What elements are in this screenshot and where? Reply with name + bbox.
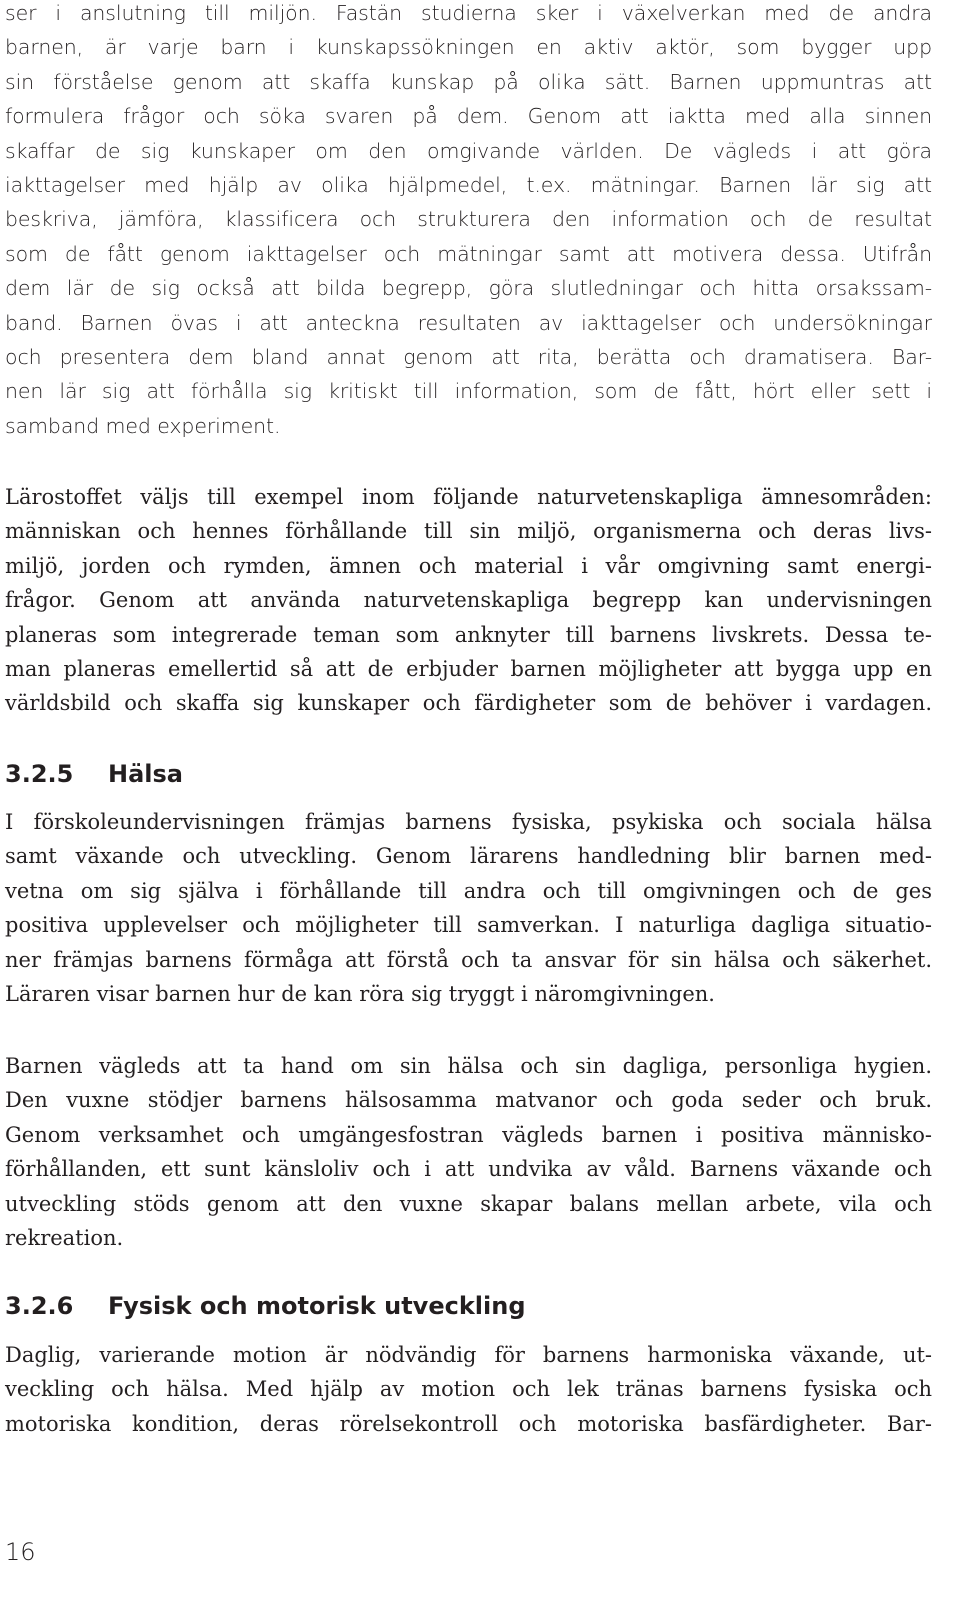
text-line: iakttagelser med hjälp av olika hjälpmedel, t.ex. mätningar. Barnen lär sig att bbox=[5, 173, 932, 198]
text-line: man planeras emellertid så att de erbjuder barnen möjligheter att bygga upp en bbox=[5, 657, 932, 682]
text-line: sin förståelse genom att skaffa kunskap på olika sätt. Barnen uppmuntras att bbox=[5, 69, 932, 94]
text-line: ser i anslutning till miljön. Fastän studierna sker i växelverkan med de andra bbox=[5, 1, 932, 25]
text-line: band. Barnen övas i att anteckna resultaten av iakttagelser och undersökningar bbox=[5, 310, 932, 335]
section-title: Fysisk och motorisk utveckling bbox=[108, 1292, 526, 1320]
larostoff-paragraph bbox=[5, 480, 932, 721]
text-line: barnen, är varje barn i kunskapssökningen en aktiv aktör, som bygger upp bbox=[5, 35, 932, 60]
text-line: världsbild och skaffa sig kunskaper och färdigheter som de behöver i vardagen. bbox=[5, 691, 932, 716]
text-line: miljö, jorden och rymden, ämnen och material i vår omgivning samt energi- bbox=[5, 553, 932, 578]
text-line: veckling och hälsa. Med hjälp av motion och lek tränas barnens fysiska och bbox=[5, 1377, 932, 1402]
text-line: Den vuxne stödjer barnens hälsosamma matvanor och goda seder och bruk. bbox=[5, 1088, 932, 1113]
text-line: utveckling stöds genom att den vuxne skapar balans mellan arbete, vila och bbox=[5, 1191, 932, 1216]
text-line: Lärostoffet väljs till exempel inom följande naturvetenskapliga ämnesområden: bbox=[5, 485, 932, 509]
text-line: planeras som integrerade teman som anknyter till barnens livskrets. Dessa te- bbox=[5, 622, 932, 647]
section-heading-3-2-6 bbox=[5, 1289, 526, 1323]
text-line: vetna om sig själva i förhållande till andra och till omgivningen och de ges bbox=[5, 878, 932, 903]
section-number: 3.2.5 bbox=[5, 760, 74, 788]
text-line: I förskoleundervisningen främjas barnens fysiska, psykiska och sociala hälsa bbox=[5, 810, 932, 834]
text-line: samband med experiment. bbox=[5, 413, 281, 438]
text-line: Läraren visar barnen hur de kan röra sig tryggt i näromgivningen. bbox=[5, 982, 715, 1007]
text-line: nen lär sig att förhålla sig kritiskt till information, som de fått, hört eller sett i bbox=[5, 379, 932, 404]
intro-paragraph bbox=[5, 0, 932, 443]
text-line: samt växande och utveckling. Genom lärarens handledning blir barnen med- bbox=[5, 844, 932, 869]
text-line: som de fått genom iakttagelser och mätningar samt att motivera dessa. Utifrån bbox=[5, 241, 932, 266]
text-line: ner främjas barnens förmåga att förstå och ta ansvar för sin hälsa och säkerhet. bbox=[5, 947, 932, 972]
section-number: 3.2.6 bbox=[5, 1292, 74, 1320]
text-line: formulera frågor och söka svaren på dem. Genom att iaktta med alla sinnen bbox=[5, 104, 932, 129]
text-line: Barnen vägleds att ta hand om sin hälsa och sin dagliga, personliga hygien. bbox=[5, 1054, 932, 1078]
text-line: positiva upplevelser och möjligheter till samverkan. I naturliga dagliga situatio- bbox=[5, 913, 932, 938]
text-line: skaffar de sig kunskaper om den omgivande världen. De vägleds i att göra bbox=[5, 138, 932, 163]
motor-paragraph-1 bbox=[5, 1338, 932, 1441]
text-line: frågor. Genom att använda naturvetenskapliga begrepp kan undervisningen bbox=[5, 588, 932, 613]
text-line: förhållanden, ett sunt känsloliv och i att undvika av våld. Barnens växande och bbox=[5, 1157, 932, 1182]
text-line: dem lär de sig också att bilda begrepp, göra slutledningar och hitta orsakssam- bbox=[5, 276, 932, 301]
text-line: Genom verksamhet och umgängesfostran vägleds barnen i positiva människo- bbox=[5, 1122, 932, 1147]
text-line: Daglig, varierande motion är nödvändig för barnens harmoniska växande, ut- bbox=[5, 1343, 932, 1367]
health-paragraph-2 bbox=[5, 1049, 932, 1255]
text-line: rekreation. bbox=[5, 1226, 124, 1251]
section-title: Hälsa bbox=[108, 760, 183, 788]
text-line: människan och hennes förhållande till sin miljö, organismerna och deras livs- bbox=[5, 519, 932, 544]
text-line: motoriska kondition, deras rörelsekontroll och motoriska basfärdigheter. Bar- bbox=[5, 1411, 932, 1436]
section-heading-3-2-5 bbox=[5, 757, 183, 791]
text-line: beskriva, jämföra, klassificera och strukturera den information och de resultat bbox=[5, 207, 932, 232]
text-line: och presentera dem bland annat genom att rita, berätta och dramatisera. Bar- bbox=[5, 345, 932, 370]
page-number: 16 bbox=[5, 1538, 36, 1566]
health-paragraph-1 bbox=[5, 805, 932, 1011]
